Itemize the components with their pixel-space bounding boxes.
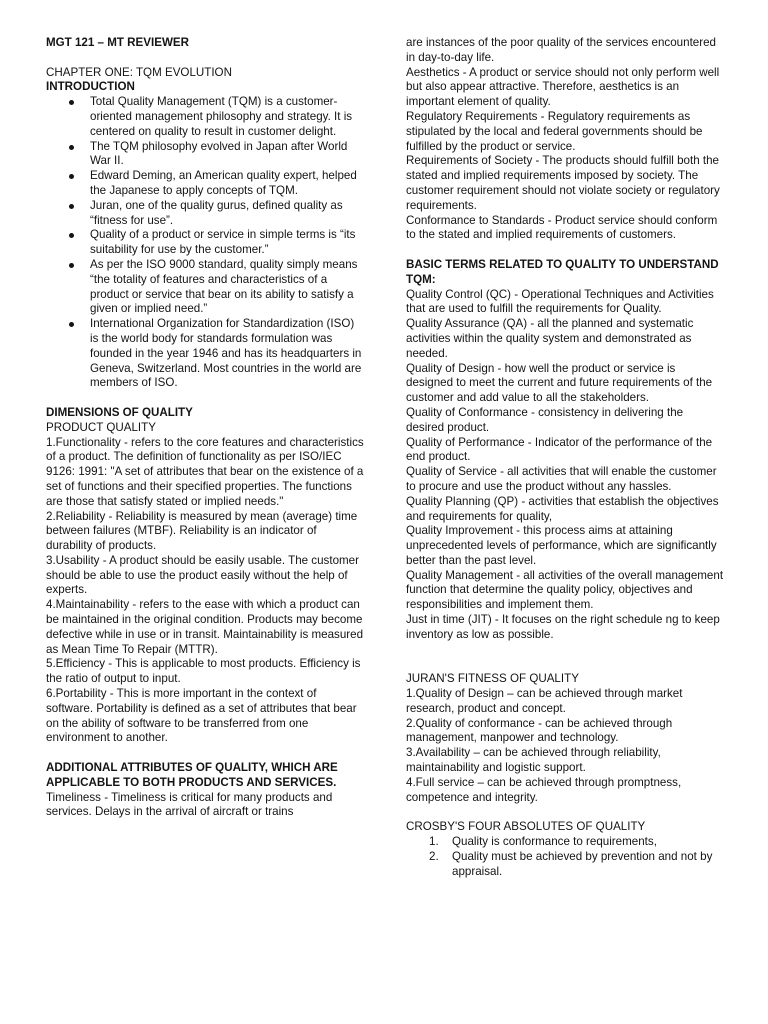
term-item: Quality Management - all activities of the overall management function that determine the quality policy, objectives and responsibilities and implement them. (406, 568, 724, 612)
attribute-item: Aesthetics - A product or service should not only perform well but also appear attractive. Therefore, aesthetics is an important element of quality. (406, 65, 720, 109)
attribute-item: Requirements of Society - The products should fulfill both the stated and implied requirements imposed by society. The customer requirement should not violate society or regulatory requirements. (406, 154, 720, 212)
juran-heading: JURAN'S FITNESS OF QUALITY (406, 672, 579, 686)
term-item: Quality of Conformance - consistency in delivering the desired product. (406, 405, 684, 434)
dimension-item: 2.Reliability - Reliability is measured by mean (average) time between failures (MTBF). Reliability is an indicator of durability of products. (46, 509, 358, 553)
list-item: As per the ISO 9000 standard, quality simply means “the totality of features and characteristics of a product or service that bear on its ability to satisfy a given or implied need.” (46, 258, 364, 317)
list-item: The TQM philosophy evolved in Japan after World War II. (46, 140, 364, 170)
dimension-item: 5.Efficiency - This is applicable to most products. Efficiency is the ratio of output to input. (46, 657, 361, 686)
spacer (406, 243, 724, 258)
spacer (46, 51, 364, 66)
introduction-list (46, 95, 364, 391)
term-item: Quality of Design - how well the product or service is designed to meet the current and future requirements of the customer and add value to all the stakeholders. (406, 361, 713, 405)
dimension-item: 6.Portability - This is more important in the context of software. Portability is defined as a set of attributes that bear on the ability of software to be transferred from one environment to another. (46, 687, 357, 745)
spacer (46, 746, 364, 761)
list-number: 2. (429, 849, 439, 863)
term-item: Quality of Performance - Indicator of the performance of the end product. (406, 435, 713, 464)
list-item: Quality of a product or service in simple terms is “its suitability for use by the customer.” (46, 228, 364, 258)
list-item: International Organization for Standardization (ISO) is the world body for standards formulation was founded in the year 1946 and has its headquarters in Geneva, Switzerland. Most countries in the world are members of ISO. (46, 317, 364, 391)
crosby-heading: CROSBY'S FOUR ABSOLUTES OF QUALITY (406, 820, 646, 834)
timeliness-paragraph: Timeliness - Timeliness is critical for many products and services. Delays in the arrival of aircraft or trains (46, 790, 333, 819)
dimension-item: 1.Functionality - refers to the core features and characteristics of a product. The definition of functionality as per ISO/IEC 9126: 1991: "A set of attributes that bear on the existence of a set of functions and their specified properties. The functions are those that satisfy stated or implied needs." (46, 435, 364, 508)
spacer (406, 643, 724, 658)
timeliness-continued: are instances of the poor quality of the services encountered in day-to-day life. (406, 36, 716, 64)
juran-item: 3.Availability – can be achieved through reliability, maintainability and logistic support. (406, 746, 661, 775)
list-text: Quality must be achieved by prevention and not by appraisal. (452, 849, 713, 878)
document-title: MGT 121 – MT REVIEWER (46, 36, 190, 49)
term-item: Quality of Service - all activities that will enable the customer to procure and use the product without any hassles. (406, 465, 717, 493)
list-number: 1. (429, 835, 439, 849)
list-item: Juran, one of the quality gurus, defined quality as “fitness for use”. (46, 199, 364, 229)
additional-attributes-heading: ADDITIONAL ATTRIBUTES OF QUALITY, WHICH ARE APPLICABLE TO BOTH PRODUCTS AND SERVICES. (46, 761, 338, 789)
crosby-list (406, 835, 724, 879)
right-column (406, 36, 724, 879)
product-quality-subheading: PRODUCT QUALITY (46, 420, 156, 434)
list-item (406, 835, 724, 850)
list-text: Quality is conformance to requirements, (452, 835, 657, 849)
dimensions-heading: DIMENSIONS OF QUALITY (46, 405, 193, 419)
term-item: Quality Control (QC) - Operational Techniques and Activities that are used to fulfill the requirements for Quality. (406, 287, 714, 316)
basic-terms-heading: BASIC TERMS RELATED TO QUALITY TO UNDERSTAND TQM: (406, 257, 719, 286)
juran-item: 4.Full service – can be achieved through promptness, competence and integrity. (406, 775, 682, 804)
introduction-heading: INTRODUCTION (46, 80, 135, 94)
list-item: Edward Deming, an American quality expert, helped the Japanese to apply concepts of TQM. (46, 169, 364, 199)
spacer (406, 657, 724, 672)
chapter-heading: CHAPTER ONE: TQM EVOLUTION (46, 65, 232, 79)
term-item: Quality Improvement - this process aims at attaining unprecedented levels of performance, which are significantly better than the past level. (406, 524, 717, 567)
attribute-item: Conformance to Standards - Product service should conform to the stated and implied requirements of customers. (406, 213, 718, 242)
list-item: Total Quality Management (TQM) is a customer-oriented management philosophy and strategy. It is centered on quality to result in customer delight. (46, 95, 364, 139)
juran-item: 2.Quality of conformance - can be achieved through management, manpower and technology. (406, 716, 673, 745)
left-column (46, 36, 364, 820)
juran-item: 1.Quality of Design – can be achieved through market research, product and concept. (406, 687, 683, 715)
term-item: Quality Assurance (QA) - all the planned and systematic activities within the quality system and demonstrated as needed. (406, 317, 694, 360)
attribute-item: Regulatory Requirements - Regulatory requirements as stipulated by the local and federal governments should be fulfilled by the product or service. (406, 109, 703, 153)
dimension-item: 3.Usability - A product should be easily usable. The customer should be able to use the product easily without the help of experts. (46, 553, 359, 597)
term-item: Quality Planning (QP) - activities that establish the objectives and requirements for quality, (406, 494, 719, 523)
list-item (406, 850, 724, 880)
spacer (406, 805, 724, 820)
term-item: Just in time (JIT) - It focuses on the right schedule ng to keep inventory as low as possible. (406, 613, 720, 641)
dimension-item: 4.Maintainability - refers to the ease with which a product can be maintained in the original condition. Products may become defective while in use or in transit. Maintainability is measured as Mean Time To Repair (MTTR). (46, 598, 364, 656)
spacer (46, 391, 364, 406)
